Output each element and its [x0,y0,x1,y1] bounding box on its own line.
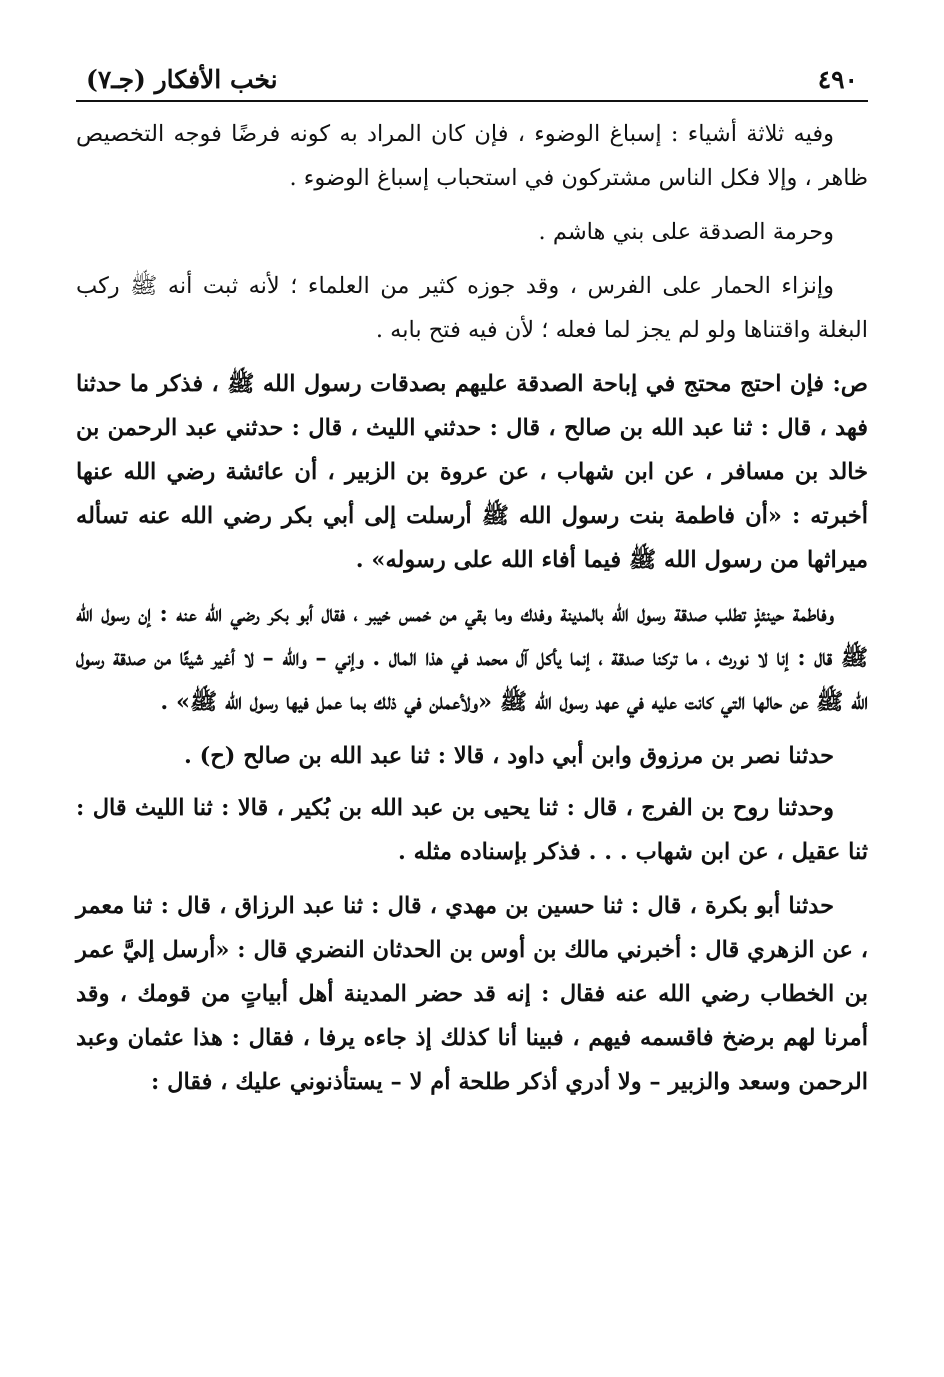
header-rule [76,100,868,102]
paragraph-objection-hadith: ص: فإن احتج محتج في إباحة الصدقة عليهم بصدقات رسول الله ﷺ ، فذكر ما حدثنا فهد ، قال : ثنا عبد الله بن صالح ، قال : حدثني الليث ، قال : حدثني عبد الرحمن بن خالد بن مسافر ، عن ابن شهاب ، عن عروة بن الزبير ، أن عائشة رضي الله عنها أخبرته : «أن فاطمة بنت رسول الله ﷺ أرسلت إلى أبي بكر رضي الله عنه تسأله ميراثها من رسول الله ﷺ فيما أفاء الله على رسوله» . [76,371,868,573]
page-number: ٤٩٠ [817,65,858,94]
body-text [76,112,868,1104]
paragraph-isnad-rawh: وحدثنا روح بن الفرج ، قال : ثنا يحيى بن عبد الله بن بُكير ، قالا : ثنا الليث قال : ثنا عقيل ، عن ابن شهاب . . . فذكر بإسناده مثله . [76,795,868,865]
paragraph-sadaqa-hashim: وحرمة الصدقة على بني هاشم . [538,219,834,245]
paragraph-abu-bakra: حدثنا أبو بكرة ، قال : ثنا حسين بن مهدي ، قال : ثنا عبد الرزاق ، قال : ثنا معمر ، عن الزهري قال : أخبرني مالك بن أوس بن الحدثان النضري قال : «أرسل إليَّ عمر بن الخطاب رضي الله عنه فقال : إنه قد حضر المدينة أهل أبياتٍ من قومك ، وقد أمرنا لهم برضخ فاقسمه فيهم ، فبينا أنا كذلك إذ جاءه يرفا ، فقال : هذا عثمان وعبد الرحمن وسعد والزبير – ولا أدري أذكر طلحة أم لا – يستأذنوني عليك ، فقال : [76,893,868,1095]
running-header [76,48,868,100]
paragraph-fatima-abubakr: وفاطمة حينئذٍ تطلب صدقة رسول الله بالمدينة وفدك وما بقي من خمس خيبر ، فقال أبو بكر رضي الله عنه : إن رسول الله ﷺ قال : إنا لا نورث ، ما تركنا صدقة ، إنما يأكل آل محمد في هذا المال . وإني – والله – لا أغير شيئًا من صدقة رسول الله ﷺ عن حالها التي كانت عليه في عهد رسول الله ﷺ «ولأعملن في ذلك بما عمل فيها رسول الله ﷺ» . [76,601,868,715]
paragraph-isnad-nasr: حدثنا نصر بن مرزوق وابن أبي داود ، قالا : ثنا عبد الله بن صالح (ح) . [183,743,834,769]
book-title: نخب الأفكار (جـ٧) [86,65,278,94]
paragraph-wudu: وفيه ثلاثة أشياء : إسباغ الوضوء ، فإن كان المراد به كونه فرضًا فوجه التخصيص ظاهر ، وإلا فكل الناس مشتركون في استحباب إسباغ الوضوء . [76,121,868,191]
paragraph-inza: وإنزاء الحمار على الفرس ، وقد جوزه كثير من العلماء ؛ لأنه ثبت أنه ﷺ ركب البغلة واقتناها ولو لم يجز لما فعله ؛ لأن فيه فتح بابه . [76,273,868,343]
